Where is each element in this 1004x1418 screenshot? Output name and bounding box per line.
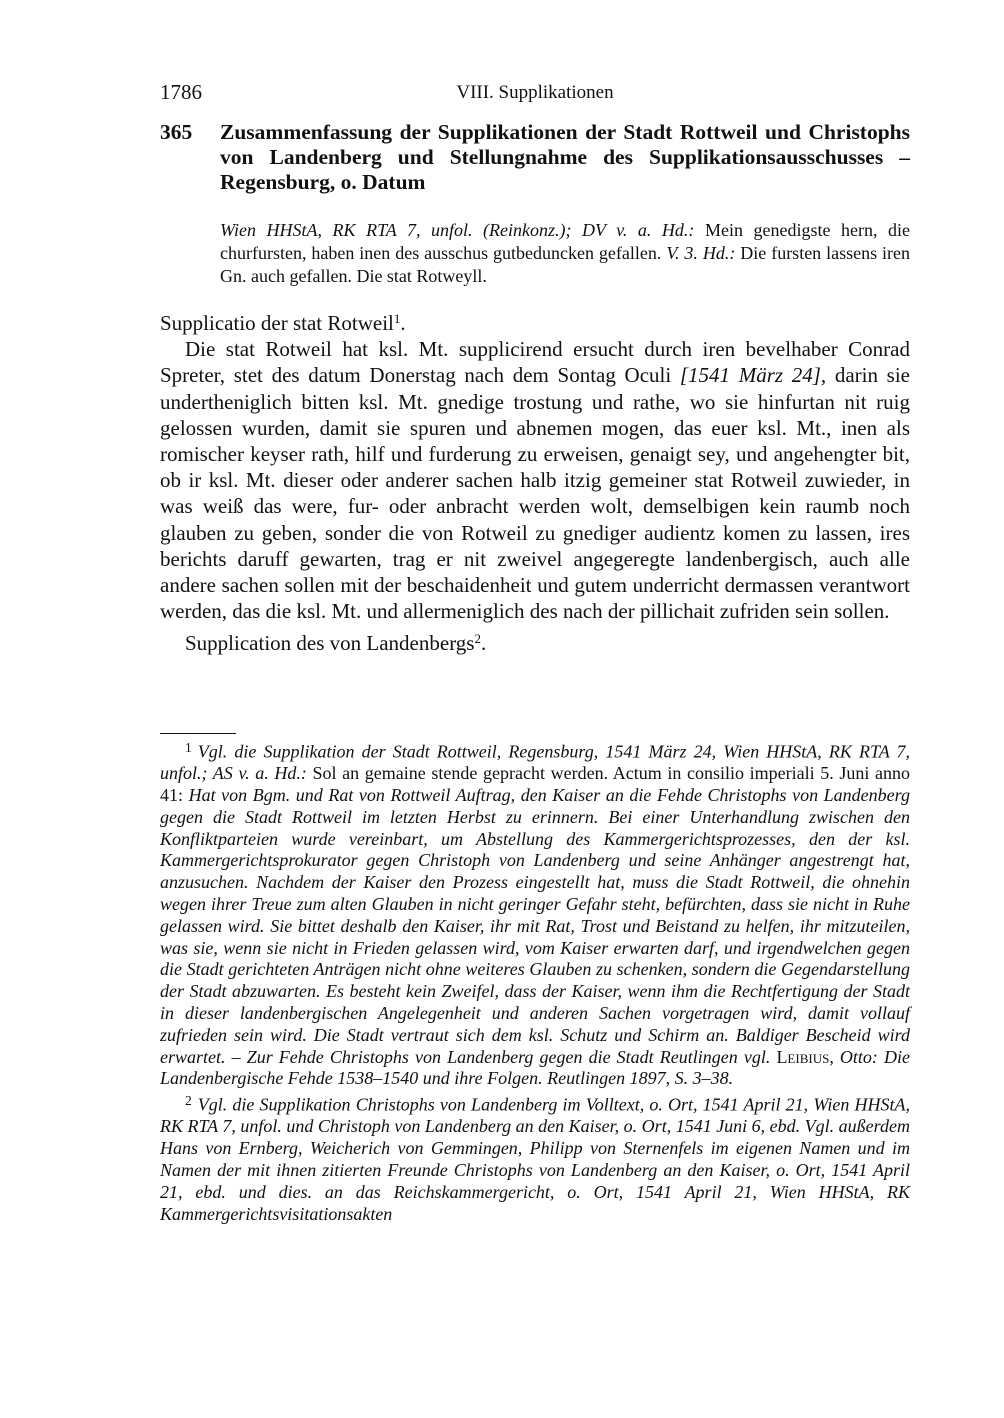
footnote-ref-2[interactable]: 2 (474, 631, 481, 647)
footnotes (160, 737, 910, 1225)
document-title: Zusammenfassung der Supplikationen der Stadt Rottweil und Christophs von Landenberg und Stellungnahme des Supplikationsausschusses – Regensburg, o. Datum (220, 120, 910, 194)
footnote-ref-1[interactable]: 1 (393, 310, 401, 326)
paragraph-rottweil: Die stat Rotweil hat ksl. Mt. supplicirend ersucht durch iren bevelhaber Conrad Spreter, stet des datum Donerstag nach dem Sontag Oculi [1541 März 24], darin sie undertheniglich bitten ksl. Mt. gnedige trostung und rathe, wo sie hinfurtan nit ruig gelossen wurden, damit sie spuren und abnemen mogen, das euer ksl. Mt., inen als romischer keyser rath, hilf und furderung zu erweisen, genaigt sey, und angehengter bit, ob ir ksl. Mt. dieser oder anderer sachen halb itzig gemeiner stat Rotweil zuwieder, in was weiß das were, fur- oder anbracht werden wolt, demselbigen kein raumb noch glauben zu geben, sonder die von Rotweil zu gnediger audientz komen zu lassen, ires berichts daruff gewarten, trag er nit zweivel angegeregte landenbergisch, auch alle andere sachen sollen mit der beschaidenheit und gutem underricht dermassen verantwort werden, das die ksl. Mt. und allermeniglich des nach der pillichait zufriden sein sollen. (160, 337, 910, 624)
source-note (220, 219, 910, 288)
footnote-number: 2 (185, 1093, 192, 1109)
source-hand: V. 3. Hd.: (666, 243, 736, 263)
section-heading-rottweil: Supplicatio der stat Rotweil$^1$. (160, 310, 406, 335)
footnote-1: $^1$ Vgl. die Supplikation der Stadt Rottweil, Regensburg, 1541 März 24, Wien HHStA, RK RTA 7, unfol.; AS v. a. Hd.: Sol an gemaine stende gepracht werden. Actum in consilio imperiali 5. Juni anno 41: Hat von Bgm. und Rat von Rottweil Auftrag, den Kaiser an die Fehde Christophs von Landenberg gegen die Stadt Rottweil im letzten Herbst zu erinnern. Bei einer Unterhandlung zwischen den Konfliktparteien wurde vereinbart, um Abstellung des Kammergerichtsprozesses, den der ksl. Kammergerichtsprokurator gegen Christoph von Landenberg und seine Anhänger angestrengt hat, anzusuchen. Nachdem der Kaiser den Prozess eingestellt hat, muss die Stadt Rottweil, die ohnehin wegen ihrer Treue zum alten Glauben in nicht geringer Gefahr steht, befürchten, dass sie nicht in Ruhe gelassen wird. Sie bittet deshalb den Kaiser, ihr mit Rat, Trost und Beistand zu helfen, ihr mitzuteilen, was sie, wenn sie nicht in Frieden gelassen wird, vom Kaiser erwarten darf, und irgendwelchen gegen die Stadt gerichteten Anträgen nicht ohne weiteres Glauben zu schenken, sondern die Gegendarstellung der Stadt abzuwarten. Es besteht kein Zweifel, dass der Kaiser, wenn ihm die Rechtfertigung der Stadt in dieser landenbergischen Angelegenheit und anderen Sachen vorgetragen wird, damit vollauf zufrieden sein wird. Die Stadt vertraut sich dem ksl. Schutz und Schirm an. Baldiger Bescheid wird erwartet. – Zur Fehde Christophs von Landenberg gegen die Stadt Reutlingen vgl. Leibius, Otto: Die Landenbergische Fehde 1538–1540 und ihre Folgen. Reutlingen 1897, S. 3–38. (160, 740, 911, 1089)
footnote-2: $^2$ Vgl. die Supplikation Christophs von Landenberg im Volltext, o. Ort, 1541 April 21, Wien HHStA, RK RTA 7, unfol. und Christoph von Landenberg an den Kaiser, o. Ort, 1541 Juni 6, ebd. Vgl. außerdem Hans von Ernberg, Weicherich von Gemmingen, Philipp von Sternenfels im eigenen Namen und im Namen der mit ihnen zitierten Freunde Christophs von Landenberg an den Kaiser, o. Ort, 1541 April 21, ebd. und dies. an das Reichskammergericht, o. Ort, 1541 April 21, Wien HHStA, RK Kammergerichtsvisitationsakten (160, 1093, 910, 1224)
editorial-date: [1541 März 24] (679, 363, 821, 388)
page-number: 1786 (160, 80, 202, 104)
footnote-number: 1 (185, 740, 192, 755)
source-note-text-1: Mein genedigste hern, die churfursten, haben inen des ausschus gutbeduncken gefallen. (220, 220, 910, 263)
document-heading (160, 120, 910, 195)
running-title: VIII. Supplikationen (456, 82, 614, 103)
source-archive: Wien HHStA, RK RTA 7, unfol. (Reinkonz.); DV v. a. Hd.: (220, 220, 695, 240)
author-name: Leibius (776, 1046, 830, 1067)
footnote-divider (160, 733, 236, 734)
source-note-text-2: Die fursten lassens iren Gn. auch gefallen. Die stat Rotweyll. (220, 243, 911, 286)
main-text (160, 310, 910, 657)
running-head (160, 80, 910, 106)
section-heading-landenberg: Supplication des von Landenbergs$^2$. (185, 631, 487, 656)
document-number: 365 (160, 120, 193, 144)
